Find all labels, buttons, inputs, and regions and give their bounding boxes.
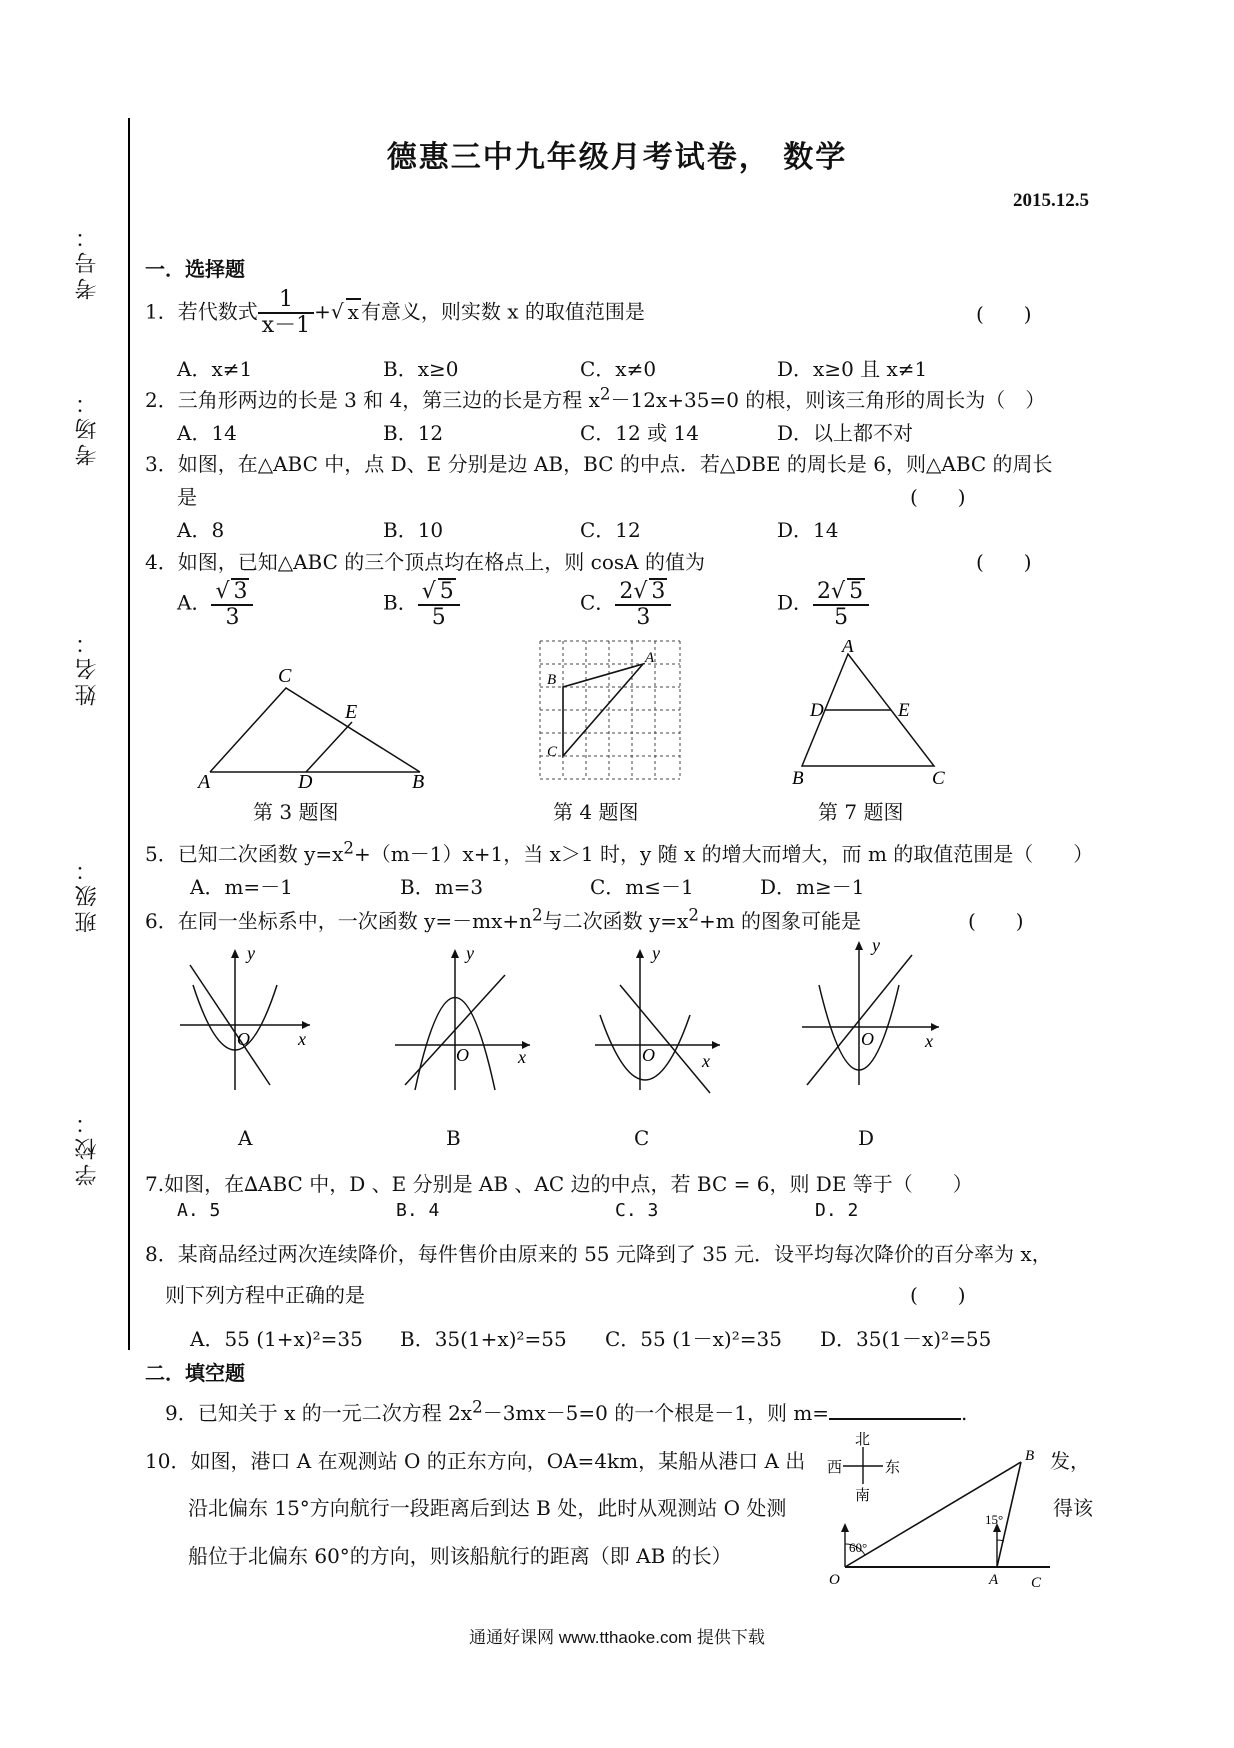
q4-b-den: 5	[431, 605, 446, 631]
q9-pre: 9．已知关于 x 的一元二次方程 2x	[165, 1401, 473, 1425]
fig3-label-a: A	[198, 771, 211, 790]
q5-option-b: B．m=3	[400, 875, 484, 899]
q8-option-d: D．35(1－x)²=55	[820, 1327, 992, 1351]
q6-label-a: A	[238, 1126, 253, 1150]
q8-answer-paren: ( )	[910, 1283, 966, 1307]
q4-a-den: 3	[225, 605, 240, 631]
angle-60: 60°	[849, 1540, 868, 1555]
q4-option-d	[777, 578, 869, 630]
q8-option-b: B．35(1+x)²=55	[400, 1327, 567, 1351]
q4-a-rad: 3	[233, 579, 248, 604]
q6-graph-b	[390, 945, 540, 1095]
fig7-label-e: E	[898, 700, 910, 721]
q1-sqrt: x	[347, 299, 359, 324]
q6c-axis-x: x	[702, 1051, 710, 1071]
q6b-origin: O	[456, 1045, 469, 1065]
q5-pre: 5．已知二次函数 y=x	[145, 842, 344, 866]
q1-prefix: 1．若代数式	[145, 299, 258, 324]
section-fill-title: 二．填空题	[145, 1361, 245, 1385]
q4-c-coef: 2	[619, 579, 634, 604]
q3-option-a: A．8	[177, 518, 225, 542]
q4-option-a	[177, 578, 253, 630]
fig4-label-b: B	[547, 672, 557, 688]
q1-suffix: 有意义，则实数 x 的取值范围是	[360, 299, 645, 324]
figure-q3	[190, 660, 450, 790]
figure-q4-grid	[535, 636, 685, 786]
q6-label-b: B	[446, 1126, 461, 1150]
q8-option-c: C．55 (1－x)²=35	[605, 1327, 782, 1351]
q1-option-d: D．x≥0 且 x≠1	[777, 357, 928, 381]
caption-fig3: 第 3 题图	[253, 800, 339, 824]
q6d-origin: O	[861, 1029, 874, 1049]
q4-c-letter: C．	[580, 590, 616, 615]
q1-option-a: A．x≠1	[177, 357, 253, 381]
fig3-label-d: D	[298, 771, 313, 790]
q4-d-letter: D．	[777, 590, 814, 615]
question-6	[145, 905, 861, 934]
q4-b-letter: B．	[383, 590, 418, 615]
question-3: 3．如图，在△ABC 中，点 D、E 分别是边 AB，BC 的中点．若△DBE 的周长是 6，则△ABC 的周长	[145, 452, 1053, 476]
fig10-label-c: C	[1031, 1575, 1042, 1591]
q8-option-a: A．55 (1+x)²=35	[190, 1327, 363, 1351]
q7-option-b: B. 4	[396, 1200, 440, 1221]
q4-option-b	[383, 578, 460, 630]
q4-d-frac: $\frac{2√ 5}{5}$	[813, 578, 869, 630]
q5-option-c: C．m≤－1	[590, 875, 694, 899]
q2-pre: 2．三角形两边的长是 3 和 4，第三边的长是方程 x	[145, 388, 600, 412]
question-1: 1．若代数式 $\frac{1}{x-1}$ +√ x 有意义，则实数 x 的取值范围是	[145, 287, 645, 339]
figure-q10	[825, 1432, 1055, 1592]
q6-graph-c	[590, 945, 730, 1095]
q6-answer-paren: ( )	[968, 909, 1024, 933]
fig4-label-a: A	[645, 650, 655, 666]
q9-sup: 2	[472, 1397, 483, 1417]
q6b-axis-y: y	[466, 945, 474, 963]
q3-option-c: C．12	[580, 518, 641, 542]
compass-north: 北	[855, 1432, 871, 1448]
question-10-line1-end: 发，	[1050, 1449, 1090, 1473]
q6a-axis-x: x	[298, 1029, 306, 1049]
q6-pre: 6．在同一坐标系中，一次函数 y=－mx+n	[145, 909, 533, 933]
q1-frac-den: x－1	[261, 313, 311, 339]
question-8-line2: 则下列方程中正确的是	[165, 1283, 365, 1307]
q4-c-den: 3	[636, 605, 651, 631]
question-10-line3: 船位于北偏东 60°的方向，则该船航行的距离（即 AB 的长）	[188, 1544, 732, 1568]
question-10-line1: 10．如图，港口 A 在观测站 O 的正东方向，OA=4km，某船从港口 A 出	[145, 1449, 806, 1473]
q1-plus: +	[314, 299, 331, 324]
fig3-label-e: E	[345, 701, 358, 723]
q6-mid: 与二次函数 y=x	[542, 909, 689, 933]
compass-east: 东	[885, 1458, 901, 1476]
q6d-axis-y: y	[872, 935, 880, 955]
compass-west: 西	[827, 1458, 843, 1476]
q6d-axis-x: x	[925, 1031, 933, 1051]
question-10-line2-end: 得该	[1053, 1496, 1093, 1520]
caption-fig4: 第 4 题图	[553, 800, 639, 824]
q2-option-d: D．以上都不对	[777, 421, 914, 445]
fig10-label-a: A	[989, 1572, 999, 1588]
angle-15: 15°	[985, 1512, 1004, 1527]
q6a-axis-y: y	[247, 945, 255, 963]
q1-option-b: B．x≥0	[383, 357, 459, 381]
question-4: 4．如图，已知△ABC 的三个顶点均在格点上，则 cosA 的值为	[145, 550, 705, 574]
q9-end: .	[961, 1401, 968, 1425]
question-2	[145, 384, 1045, 413]
q6-post: +m 的图象可能是	[698, 909, 862, 933]
q4-d-coef: 2	[817, 579, 832, 604]
q4-d-den: 5	[834, 605, 849, 631]
fig7-label-c: C	[932, 768, 945, 789]
q2-post: －12x+35=0 的根，则该三角形的周长为（ ）	[610, 388, 1046, 412]
q4-c-rad: 3	[651, 579, 666, 604]
q4-option-c	[580, 578, 671, 630]
q3-answer-paren: ( )	[910, 485, 966, 509]
question-5	[145, 838, 1093, 867]
q6b-axis-x: x	[518, 1047, 526, 1067]
q4-b-rad: 5	[439, 579, 454, 604]
section-choice-title: 一．选择题	[145, 257, 245, 281]
question-9	[165, 1397, 967, 1426]
fig7-label-d: D	[810, 700, 824, 721]
question-3-line2: 是	[177, 485, 197, 509]
q4-a-frac: $\frac{√ 3}{3}$	[211, 578, 253, 630]
compass-south: 南	[855, 1486, 871, 1504]
q6-sup: 2	[532, 905, 543, 925]
label-class: 班级：	[75, 855, 100, 933]
q4-answer-paren: ( )	[976, 550, 1032, 574]
q2-option-c: C．12 或 14	[580, 421, 699, 445]
fig7-label-a: A	[842, 640, 854, 657]
q6-label-c: C	[634, 1126, 650, 1150]
question-10-line2: 沿北偏东 15°方向航行一段距离后到达 B 处，此时从观测站 O 处测	[188, 1496, 787, 1520]
q4-c-frac: $\frac{2√ 3}{3}$	[615, 578, 671, 630]
label-name: 姓名：	[75, 628, 100, 706]
q6-sup2: 2	[688, 905, 699, 925]
q6-graph-d	[797, 935, 947, 1095]
fig10-label-o: O	[829, 1572, 840, 1588]
q6-graph-a	[175, 945, 315, 1095]
q4-b-frac: $\frac{√ 5}{5}$	[418, 578, 460, 630]
figure-q7	[780, 640, 960, 790]
q7-option-c: C. 3	[615, 1200, 659, 1221]
fig7-label-b: B	[792, 768, 804, 789]
q6-label-d: D	[858, 1126, 875, 1150]
fig3-label-b: B	[412, 771, 425, 790]
q1-frac-num: 1	[258, 288, 314, 314]
q6c-origin: O	[642, 1045, 655, 1065]
label-exam-room: 考场：	[75, 388, 100, 466]
q5-option-a: A．m=－1	[190, 875, 293, 899]
q1-option-c: C．x≠0	[580, 357, 657, 381]
q5-post: +（m－1）x+1，当 x＞1 时，y 随 x 的增大而增大，而 m 的取值范围是（ ）	[354, 842, 1094, 866]
question-7: 7.如图，在∆ABC 中，D 、E 分别是 AB 、AC 边的中点，若 BC = 6，则 DE 等于（ ）	[145, 1172, 973, 1196]
q1-fraction	[258, 288, 314, 338]
q9-post: －3mx－5=0 的一个根是－1，则 m=	[482, 1401, 830, 1425]
q3-option-d: D．14	[777, 518, 839, 542]
q1-answer-paren: ( )	[976, 302, 1032, 326]
q5-option-d: D．m≥－1	[760, 875, 865, 899]
q6a-origin: O	[237, 1029, 250, 1049]
label-exam-number: 考号：	[75, 222, 100, 300]
caption-fig7: 第 7 题图	[818, 800, 904, 824]
page-title: 德惠三中九年级月考试卷， 数学	[386, 140, 848, 175]
question-8: 8．某商品经过两次连续降价，每件售价由原来的 55 元降到了 35 元．设平均每次降价的百分率为 x，	[145, 1242, 1052, 1266]
q4-a-letter: A．	[177, 590, 212, 615]
label-school: 学校：	[75, 1108, 100, 1186]
q2-sup: 2	[599, 384, 611, 404]
fig3-label-c: C	[278, 665, 292, 687]
binding-line	[128, 118, 130, 1350]
fig4-label-c: C	[547, 744, 558, 760]
exam-date: 2015.12.5	[1013, 190, 1089, 211]
q2-option-a: A．14	[177, 421, 237, 445]
q2-option-b: B．12	[383, 421, 444, 445]
q6c-axis-y: y	[652, 945, 660, 963]
q3-option-b: B．10	[383, 518, 444, 542]
fig10-label-b: B	[1025, 1448, 1035, 1464]
q7-option-a: A. 5	[177, 1200, 221, 1221]
footer-source: 通通好课网 www.tthaoke.com 提供下载	[469, 1628, 765, 1647]
q4-d-rad: 5	[849, 579, 864, 604]
q9-answer-blank[interactable]	[829, 1400, 961, 1420]
q7-option-d: D. 2	[815, 1200, 859, 1221]
q5-sup: 2	[343, 838, 355, 858]
